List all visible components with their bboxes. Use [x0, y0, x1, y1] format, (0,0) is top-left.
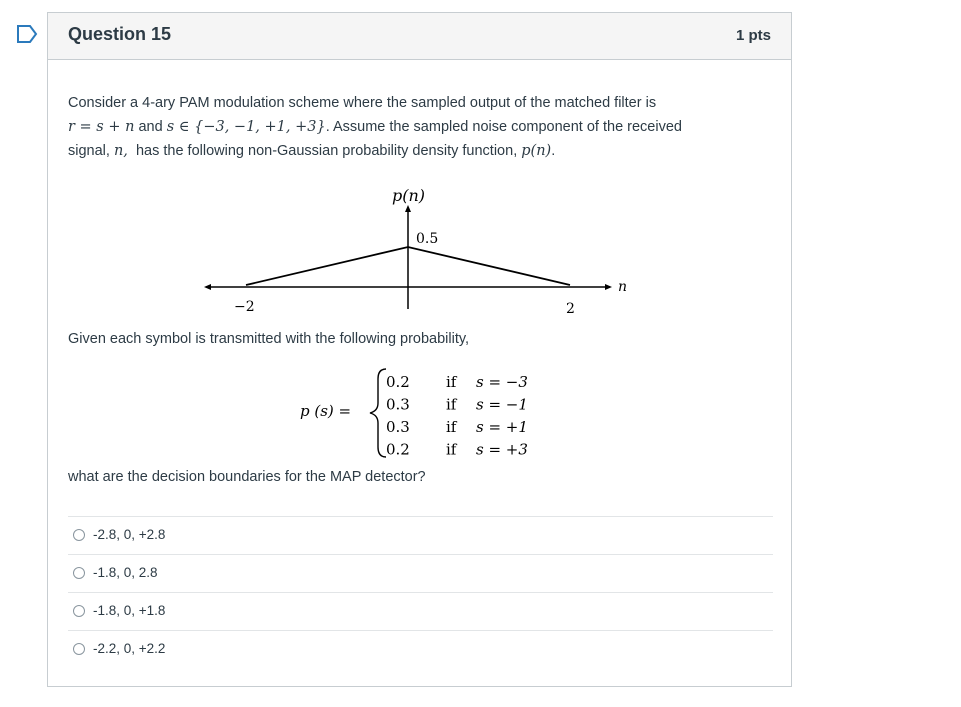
eq-r: r = s + n — [68, 119, 135, 135]
pmf-brace — [370, 369, 386, 457]
pmf-lhs: p (s) = — [300, 402, 352, 420]
pdf-figure — [198, 181, 638, 321]
signal-text: signal, — [68, 143, 114, 159]
answer-radio[interactable] — [73, 605, 85, 617]
pmf-row-condition: s = −3 — [476, 373, 528, 391]
y-label: p(n) — [392, 186, 426, 205]
left-tick-label: −2 — [234, 299, 255, 315]
answer-option[interactable] — [68, 592, 773, 630]
question-title: Question 15 — [68, 24, 172, 44]
y-axis-arrow — [405, 205, 411, 212]
assume-text: . Assume the sampled noise component of the received — [325, 119, 682, 135]
pmf-row-if: if — [446, 418, 457, 436]
pmf-row-value: 0.3 — [386, 418, 410, 436]
answer-label[interactable]: -1.8, 0, 2.8 — [93, 565, 158, 580]
question-card — [47, 12, 792, 687]
pmf-row-value: 0.3 — [386, 395, 410, 414]
eq-s: s ∈ {−3, −1, +1, +3} — [166, 119, 326, 135]
answer-label[interactable]: -2.2, 0, +2.2 — [93, 641, 166, 656]
flag-question-icon[interactable] — [16, 24, 38, 44]
pmf-row-if: if — [446, 440, 457, 459]
question-text — [68, 91, 768, 163]
answer-radio[interactable] — [73, 567, 85, 579]
answer-radio[interactable] — [73, 643, 85, 655]
answer-list — [68, 516, 773, 668]
pmf-row-if: if — [446, 373, 457, 391]
intro-line-2 — [68, 115, 768, 139]
period: . — [551, 143, 556, 159]
pn-symbol: p(n) — [521, 143, 552, 159]
pmf-row-value: 0.2 — [386, 440, 410, 459]
answer-option[interactable] — [68, 630, 773, 668]
answer-label[interactable]: -1.8, 0, +1.8 — [93, 603, 166, 618]
answer-label[interactable]: -2.8, 0, +2.8 — [93, 527, 166, 542]
pmf-row-if: if — [446, 395, 457, 414]
pdf-text: has the following non-Gaussian probability density function, — [127, 143, 522, 159]
question-header — [48, 13, 791, 60]
n-symbol: n, — [113, 143, 128, 159]
given-text: Given each symbol is transmitted with the following probability, — [68, 331, 470, 347]
pmf-equation — [298, 365, 558, 461]
right-tick-label: 2 — [566, 301, 575, 317]
answer-radio[interactable] — [73, 529, 85, 541]
x-label: n — [618, 279, 628, 295]
x-axis-right-arrow — [605, 284, 612, 290]
peak-label: 0.5 — [416, 231, 439, 247]
answer-option[interactable] — [68, 516, 773, 554]
intro-line-1: Consider a 4-ary PAM modulation scheme where the sampled output of the matched filter is — [68, 95, 657, 111]
intro-line-3 — [68, 139, 768, 163]
question-prompt: what are the decision boundaries for the MAP detector? — [68, 469, 426, 485]
x-axis-left-arrow — [204, 284, 211, 290]
and-word: and — [134, 119, 167, 135]
pmf-row-condition: s = +3 — [476, 440, 528, 459]
pmf-row-value: 0.2 — [386, 373, 410, 391]
pmf-row-condition: s = +1 — [476, 418, 528, 436]
question-points: 1 pts — [735, 27, 771, 44]
answer-option[interactable] — [68, 554, 773, 592]
pmf-row-condition: s = −1 — [476, 395, 528, 414]
